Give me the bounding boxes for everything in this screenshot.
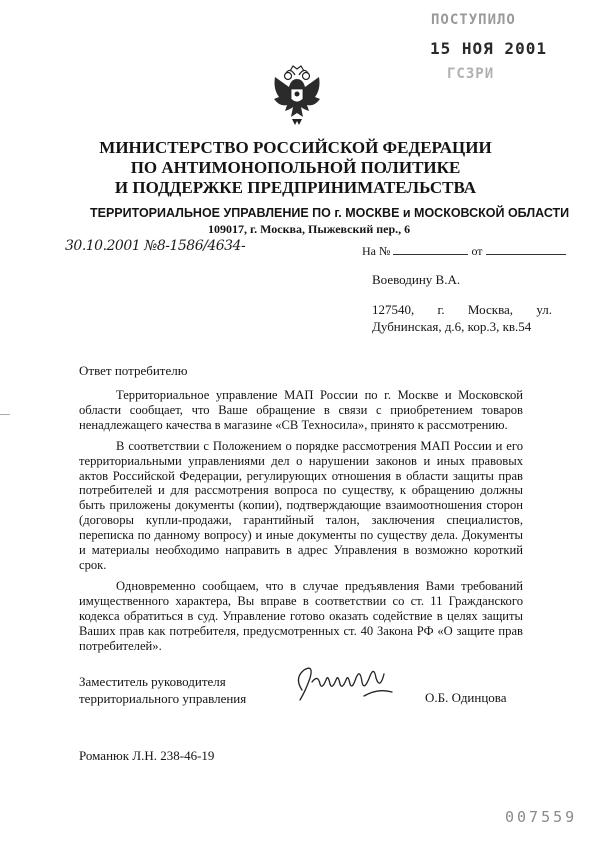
body-paragraph: Территориальное управление МАП России по г. Москве и Московской области сообщает, что Ваше обращение в связи с приобретением товаров ненадлежащего качества в магазине «СВ Техносила», принято к рассмотрению. (79, 388, 523, 432)
date-blank (486, 244, 566, 255)
from-label: от (471, 244, 483, 258)
document-number: 007559 (505, 808, 578, 826)
registration-line (362, 244, 566, 259)
signer-title-line: Заместитель руководителя (79, 674, 226, 689)
territorial-office-name: ТЕРРИТОРИАЛЬНОЕ УПРАВЛЕНИЕ ПО г. МОСКВЕ и МОСКОВСКОЙ ОБЛАСТИ (90, 206, 570, 220)
number-label: На № (362, 244, 391, 258)
handwritten-signature-icon (288, 660, 408, 708)
ministry-name (0, 138, 591, 198)
body-paragraph: Одновременно сообщаем, что в случае предъявления Вами требований имущественного характера, Вы вправе в соответствии со ст. 11 Гражданского кодекса обратиться в суд. Управление готово оказать содействие в целях защиты Ваших прав как потребителя, предусмотренных ст. 40 Закона РФ «О защите прав потребителей». (79, 578, 523, 653)
ministry-line: И ПОДДЕРЖКЕ ПРЕДПРИНИМАТЕЛЬСТВА (114, 178, 477, 197)
letter-body (79, 388, 523, 659)
received-date-stamp: 15 НОЯ 2001 (430, 39, 547, 58)
executor-contact: Романюк Л.Н. 238-46-19 (79, 748, 215, 763)
recipient-address: 127540, г. Москва, ул. Дубнинская, д.6, кор.3, кв.54 (372, 302, 552, 334)
ministry-line: МИНИСТЕРСТВО РОССИЙСКОЙ ФЕДЕРАЦИИ (99, 138, 492, 157)
signer-name: О.Б. Одинцова (425, 690, 507, 705)
signer-title (79, 673, 246, 707)
outgoing-number: 30.10.2001 №8-1586/4634- (65, 238, 246, 254)
russian-coat-of-arms-icon (271, 63, 323, 127)
ministry-line: ПО АНТИМОНОПОЛЬНОЙ ПОЛИТИКЕ (130, 158, 461, 177)
office-address: 109017, г. Москва, Пыжевский пер., 6 (208, 222, 411, 236)
signer-title-line: территориального управления (79, 691, 247, 706)
recipient-block (372, 271, 552, 335)
received-stamp: ПОСТУПИЛО (431, 12, 516, 28)
number-blank (393, 244, 468, 255)
letter-subject: Ответ потребителю (79, 363, 188, 378)
fold-mark (0, 414, 10, 415)
department-stamp: ГСЗРИ (447, 66, 495, 82)
recipient-name: Воеводину В.А. (372, 272, 461, 287)
body-paragraph: В соответствии с Положением о порядке рассмотрения МАП России и его территориальными управлениями дел о нарушении законов и иных правовых актов Российской Федерации, регулирующих отношения в области защиты прав потребителей и для рассмотрения вопроса по существу, к обращению должны быть приложены документы (копии), подтверждающие взаимоотношения сторон (договоры купли-продажи, гарантийный талон, заключения специалистов, переписка по данному вопросу) и иные документы по существу дела. Документы и материалы необходимо направить в адрес Управления в возможно короткий срок. (79, 438, 523, 572)
